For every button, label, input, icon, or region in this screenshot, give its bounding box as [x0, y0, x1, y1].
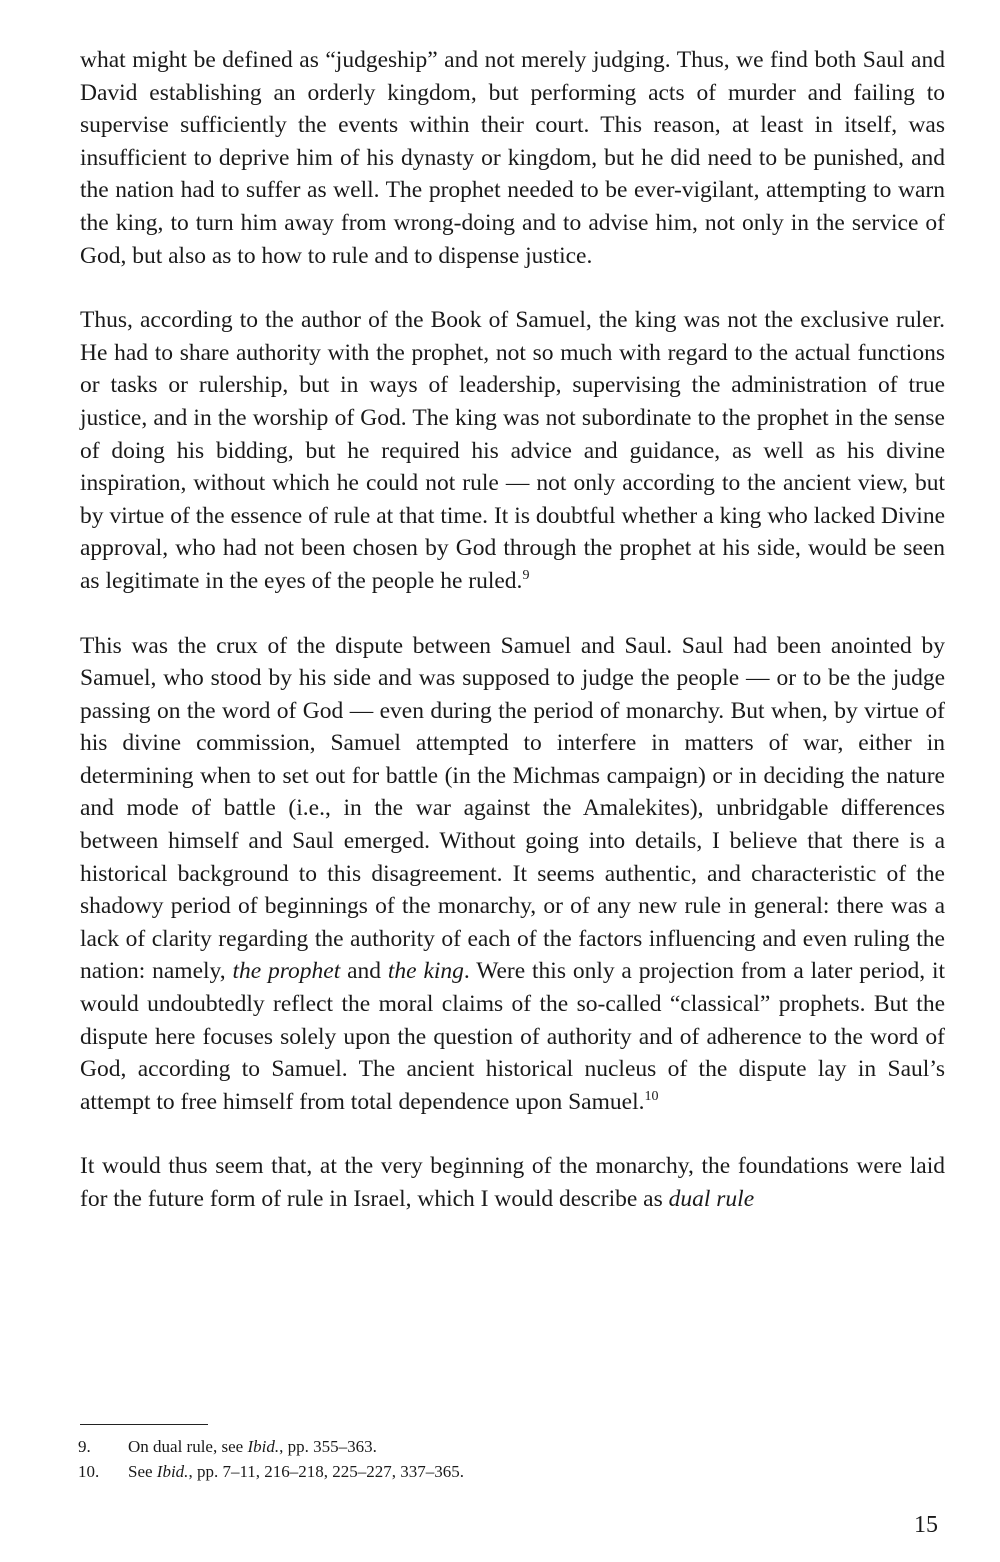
text-run: On dual rule, see [128, 1437, 248, 1456]
text-run: This was the crux of the dispute between Samuel and Saul. Saul had been anointed by Samuel, who stood by his side and was supposed to judge the people — or to be the judge passing on the word of God — even during the period of monarchy. But when, by virtue of his divine commission, Samuel attempted to interfere in matters of war, either in determining when to set out for battle (in the Michmas campaign) or in deciding the nature and mode of battle (i.e., in the war against the Amalekites), unbridgable differences between himself and Saul emerged. Without going into details, I believe that there is a historical background to this disagreement. It seems authentic, and characteristic of the shadowy period of beginnings of the monarchy, or of any new rule in general: there was a lack of clarity regarding the authority of each of the factors influencing and even ruling the nation: namely, [80, 632, 945, 985]
italic-text: dual rule [668, 1186, 755, 1212]
text-run: It would thus seem that, at the very beginning of the monarchy, the foundations were laid for the future form of rule in Israel, which I would describe as [80, 1153, 945, 1212]
text-run: Thus, according to the author of the Book of Samuel, the king was not the exclusive ruler. He had to share authority with the prophet, not so much with regard to the actual functions or tasks or rulership, but in ways of leadership, supervising the administration of true justice, and in the worship of God. The king was not subordinate to the prophet in the sense of doing his bidding, but he required his advice and guidance, as well as his divine inspiration, without which he could not rule — not only according to the ancient view, but by virtue of the essence of rule at that time. It is doubtful whether a king who lacked Divine approval, who had not been chosen by God through the prophet at his side, would be seen as legitimate in the eyes of the people he ruled. [80, 307, 945, 594]
italic-text: the prophet [232, 958, 341, 985]
text-run: , pp. 7–11, 216–218, 225–227, 337–365. [188, 1462, 465, 1481]
italic-text: Ibid. [247, 1437, 280, 1456]
text-run: what might be defined as “judgeship” and not merely judging. Thus, we find both Saul and David establishing an orderly kingdom, but performing acts of murder and failing to supervise sufficiently the events within their court. This reason, at least in itself, was insufficient to deprive him of his dynasty or kingdom, but he did need to be punished, and the nation had to suffer as well. The prophet needed to be ever-vigilant, attempting to warn the king, to turn him away from wrong-doing and to advise him, not only in the service of God, but also as to how to rule and to dispense justice. [80, 47, 945, 269]
text-run: and [340, 958, 388, 985]
footnote-number: 9. [78, 1437, 91, 1456]
text-run: , pp. 355–363. [279, 1437, 377, 1456]
footnote-divider [80, 1424, 208, 1425]
paragraph-4 [80, 1150, 945, 1215]
page-body [80, 44, 945, 1248]
footnote-number: 10. [78, 1462, 100, 1481]
text-run: . Were this only a projection from a later period, it would undoubtedly reflect the moral claims of the so-called “classical” prophets. But the dispute here focuses solely upon the question of authority and of adherence to the word of God, according to Samuel. The ancient historical nucleus of the dispute lay in Saul’s attempt to free himself from total dependence upon Samuel. [80, 958, 946, 1115]
paragraph-3 [80, 630, 945, 1119]
page-number: 15 [914, 1512, 938, 1538]
footnote-9 [78, 1434, 464, 1459]
footnotes [78, 1434, 464, 1484]
footnote-text [128, 1434, 377, 1459]
paragraph-1 [80, 44, 945, 272]
italic-text: Ibid. [156, 1462, 189, 1481]
paragraph-2 [80, 304, 945, 597]
footnote-ref: 10 [644, 1088, 659, 1104]
text-run: See [128, 1462, 157, 1481]
italic-text: the king [387, 958, 464, 985]
footnote-text [128, 1459, 464, 1484]
footnote-ref: 9 [522, 568, 530, 584]
footnote-10 [78, 1459, 464, 1484]
